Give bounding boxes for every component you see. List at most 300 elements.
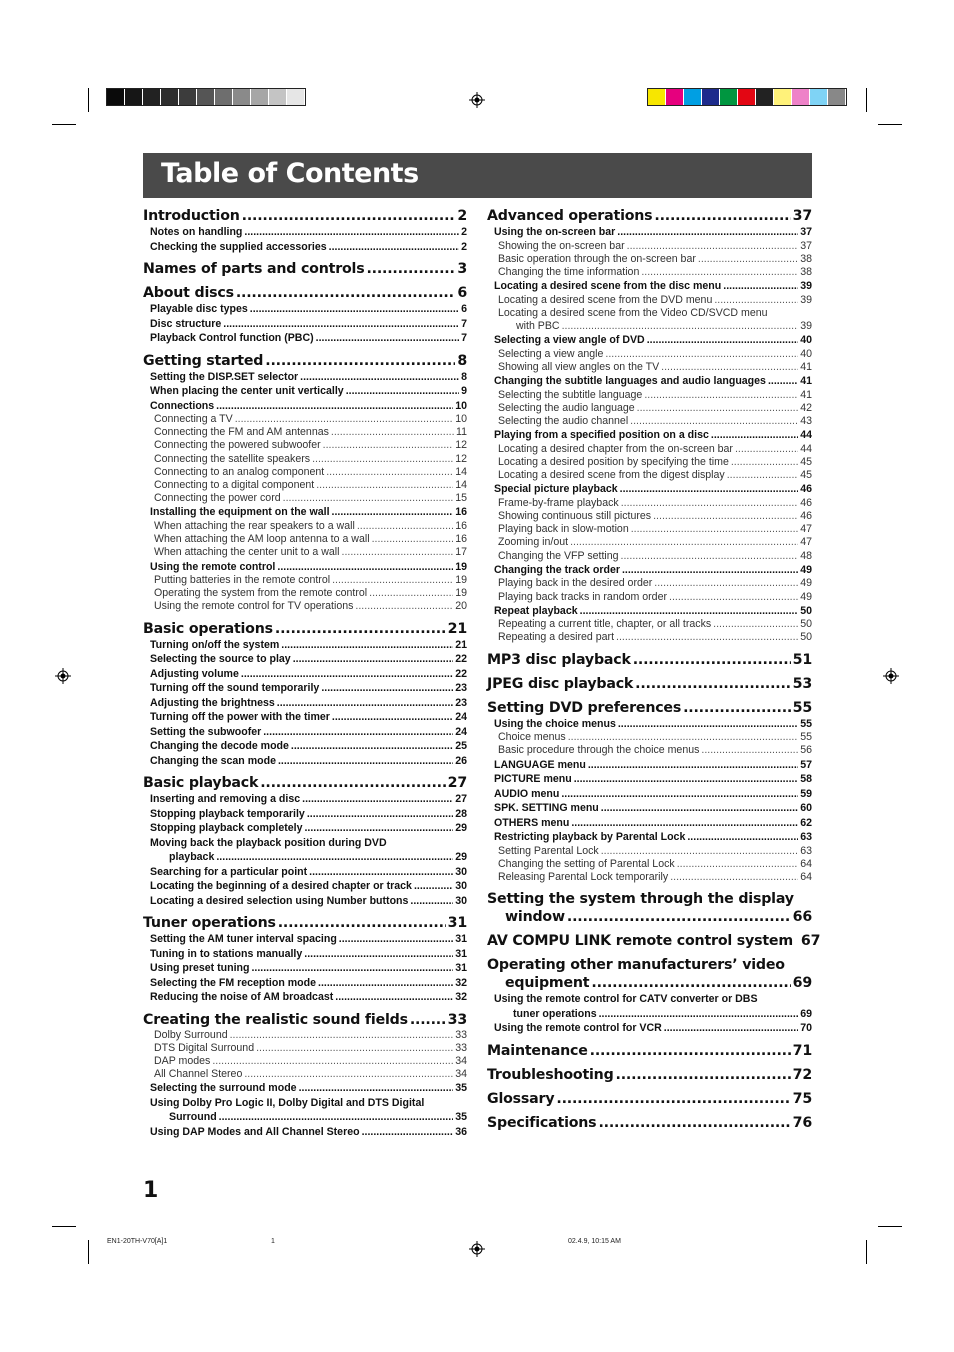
- toc-section[interactable]: [143, 620, 467, 638]
- toc-page-number: 16: [455, 506, 467, 519]
- dot-leader: [591, 974, 790, 992]
- toc-entry[interactable]: [487, 253, 812, 266]
- color-swatch: [251, 89, 269, 105]
- toc-entry[interactable]: [143, 696, 467, 711]
- dot-leader: [627, 240, 799, 253]
- toc-section[interactable]: [487, 699, 812, 717]
- toc-entry-title: Showing the on-screen bar: [498, 239, 625, 252]
- toc-entry[interactable]: [487, 577, 812, 590]
- toc-entry-title: Setting the subwoofer: [150, 725, 262, 738]
- toc-entry-title: Selecting a view angle: [498, 347, 604, 360]
- toc-page-number: 35: [455, 1082, 467, 1095]
- toc-entry[interactable]: [143, 807, 467, 822]
- dot-leader: [562, 320, 799, 333]
- dot-leader: [283, 492, 454, 505]
- toc-entry-title: Locating a desired position by specifying the time: [498, 455, 729, 468]
- dot-leader: [701, 744, 798, 757]
- toc-entry[interactable]: [487, 361, 812, 374]
- toc-entry-continuation: window: [505, 909, 565, 926]
- toc-entry[interactable]: [487, 845, 812, 858]
- dot-leader: [664, 1021, 798, 1036]
- toc-entry[interactable]: [143, 710, 467, 725]
- dot-leader: [590, 1042, 791, 1060]
- dot-leader: [329, 240, 459, 255]
- toc-entry[interactable]: [487, 974, 812, 992]
- toc-page-number: 69: [800, 1007, 812, 1020]
- toc-entry-title: Adjusting the brightness: [150, 696, 275, 709]
- toc-page-number: 34: [455, 1055, 467, 1068]
- toc-entry[interactable]: [143, 331, 467, 346]
- toc-page-number: 31: [455, 962, 467, 975]
- toc-entry[interactable]: [143, 1110, 467, 1125]
- toc-entry[interactable]: [143, 879, 467, 894]
- toc-page-number: 38: [800, 265, 812, 278]
- toc-entry[interactable]: [143, 370, 467, 385]
- dot-leader: [304, 947, 453, 962]
- color-swatch: [738, 89, 756, 105]
- toc-entry-title: Connecting to an analog component: [154, 465, 325, 478]
- toc-entry-title: Playing back in slow-motion: [498, 523, 629, 536]
- dot-leader: [339, 932, 453, 947]
- toc-entry[interactable]: [487, 1021, 812, 1036]
- toc-entry-title: Operating other manufacturers’ video: [487, 957, 785, 974]
- toc-entry-title: Setting the system through the display: [487, 891, 794, 908]
- toc-entry-title: Changing the decode mode: [150, 740, 289, 753]
- dot-leader: [321, 681, 453, 696]
- toc-entry[interactable]: [143, 667, 467, 682]
- dot-leader: [291, 739, 453, 754]
- toc-page-number: 29: [455, 822, 467, 835]
- toc-entry[interactable]: [143, 894, 467, 909]
- toc-entry-title: Moving back the playback position during DVD: [150, 836, 387, 849]
- toc-entry-title: Tuning in to stations manually: [150, 947, 303, 960]
- toc-entry-title: Connections: [150, 399, 215, 412]
- toc-page-number: 31: [447, 915, 467, 932]
- toc-entry[interactable]: [143, 1125, 467, 1140]
- toc-entry[interactable]: [487, 908, 812, 926]
- registration-mark-icon: [469, 92, 485, 108]
- toc-entry-title: Names of parts and controls: [143, 261, 365, 277]
- dot-leader: [302, 792, 453, 807]
- toc-entry-continuation: equipment: [505, 975, 590, 992]
- toc-entry[interactable]: [143, 413, 467, 426]
- toc-entry[interactable]: [143, 947, 467, 962]
- toc-page-number: 6: [461, 303, 467, 315]
- toc-entry-title: Tuner operations: [143, 915, 276, 932]
- toc-entry[interactable]: [487, 523, 812, 536]
- toc-entry-title: Turning on/off the system: [150, 638, 280, 651]
- toc-entry[interactable]: [143, 1029, 467, 1042]
- toc-entry-title: Checking the supplied accessories: [150, 240, 327, 253]
- dot-leader: [711, 428, 798, 443]
- toc-entry[interactable]: [143, 1081, 467, 1096]
- toc-entry[interactable]: [487, 816, 812, 831]
- toc-entry-title: Disc structure: [150, 317, 222, 330]
- color-swatch: [702, 89, 720, 105]
- toc-page-number: 70: [800, 1022, 812, 1035]
- toc-entry[interactable]: [143, 754, 467, 769]
- toc-page-number: 14: [455, 465, 467, 478]
- dot-leader: [326, 466, 453, 479]
- page-title: Table of Contents: [161, 158, 419, 189]
- toc-entry[interactable]: [487, 871, 812, 884]
- toc-page-number: 12: [455, 452, 467, 465]
- toc-entry[interactable]: [143, 240, 467, 255]
- dot-leader: [727, 469, 798, 482]
- toc-page-number: 47: [800, 523, 812, 536]
- toc-section[interactable]: [487, 932, 821, 950]
- toc-entry[interactable]: [143, 865, 467, 880]
- toc-entry[interactable]: [143, 225, 467, 240]
- toc-entry[interactable]: [143, 546, 467, 559]
- toc-entry-title: Basic operation through the on-screen bar: [498, 252, 696, 265]
- toc-section[interactable]: [487, 675, 812, 693]
- dot-leader: [251, 961, 453, 976]
- toc-entry[interactable]: [143, 961, 467, 976]
- toc-entry[interactable]: [143, 533, 467, 546]
- registration-mark-icon: [883, 668, 899, 684]
- toc-page-number: 32: [455, 991, 467, 1004]
- toc-entry-title: Showing continuous still pictures: [498, 510, 652, 523]
- dot-leader: [335, 990, 453, 1005]
- toc-page-number: 39: [800, 293, 812, 306]
- dot-leader: [236, 284, 456, 302]
- toc-page-number: 46: [800, 510, 812, 523]
- toc-entry[interactable]: [143, 932, 467, 947]
- toc-entry[interactable]: [487, 374, 812, 389]
- dot-leader: [580, 604, 799, 619]
- toc-entry-title: Repeating a current title, chapter, or all tracks: [498, 618, 712, 631]
- toc-entry[interactable]: [487, 443, 812, 456]
- toc-entry-title: Maintenance: [487, 1042, 588, 1059]
- toc-entry[interactable]: [143, 850, 467, 865]
- crop-mark: [88, 88, 89, 112]
- toc-entry-title: Locating the beginning of a desired chapter or track: [150, 880, 412, 893]
- toc-page-number: 2: [461, 226, 467, 238]
- toc-entry[interactable]: [487, 631, 812, 644]
- dot-leader: [574, 772, 799, 787]
- toc-entry[interactable]: [487, 348, 812, 361]
- dot-leader: [323, 439, 454, 452]
- toc-entry-title: Advanced operations: [487, 208, 653, 224]
- toc-entry[interactable]: [143, 638, 467, 653]
- toc-entry-title: Locating a desired scene from the disc menu: [494, 280, 722, 293]
- toc-entry-title: Troubleshooting: [487, 1066, 614, 1083]
- toc-page-number: 49: [800, 590, 812, 603]
- toc-section[interactable]: [487, 1114, 812, 1132]
- toc-entry[interactable]: [143, 560, 467, 575]
- toc-page-number: 22: [455, 653, 467, 666]
- toc-entry-title: Frame-by-frame playback: [498, 496, 619, 509]
- dot-leader: [304, 821, 453, 836]
- dot-leader: [369, 587, 453, 600]
- toc-section[interactable]: [487, 1066, 812, 1084]
- dot-leader: [293, 652, 454, 667]
- toc-entry-title: OTHERS menu: [494, 816, 570, 829]
- toc-entry-title: Inserting and removing a disc: [150, 793, 301, 806]
- dot-leader: [698, 253, 798, 266]
- toc-entry-title: When placing the center unit vertically: [150, 385, 344, 397]
- toc-entry[interactable]: [143, 681, 467, 696]
- toc-entry-title: Operating the system from the remote control: [154, 587, 368, 600]
- toc-page-number: 30: [455, 880, 467, 893]
- toc-page-number: 64: [800, 870, 812, 883]
- toc-entry[interactable]: [487, 717, 812, 732]
- toc-page-number: 19: [455, 560, 467, 573]
- toc-entry-title: Selecting the audio language: [498, 401, 635, 414]
- toc-entry[interactable]: [487, 402, 812, 415]
- dot-leader: [588, 758, 798, 773]
- toc-entry[interactable]: [143, 1055, 467, 1068]
- toc-page-number: 60: [800, 802, 812, 815]
- footer-file: EN1-20TH-V70[A]1: [107, 1238, 168, 1245]
- toc-entry[interactable]: [143, 399, 467, 414]
- toc-page-number: 66: [792, 909, 812, 926]
- toc-page-number: 6: [457, 285, 467, 301]
- toc-entry-title: LANGUAGE menu: [494, 758, 586, 771]
- toc-page-number: 50: [800, 631, 812, 644]
- crop-mark: [52, 124, 76, 125]
- toc-entry-title: JPEG disc playback: [487, 675, 634, 692]
- page-number: 1: [143, 1178, 159, 1203]
- toc-entry[interactable]: [487, 858, 812, 871]
- toc-section[interactable]: [143, 1011, 467, 1029]
- toc-entry[interactable]: [487, 428, 812, 443]
- toc-entry-title: Playing back in the desired order: [498, 577, 653, 590]
- toc-entry[interactable]: [487, 536, 812, 549]
- toc-entry-title: Creating the realistic sound fields: [143, 1011, 408, 1028]
- dot-leader: [332, 710, 453, 725]
- toc-page-number: 63: [800, 844, 812, 857]
- dot-leader: [307, 807, 453, 822]
- toc-page-number: 50: [800, 604, 812, 617]
- toc-section[interactable]: [487, 1090, 812, 1108]
- toc-entry[interactable]: [143, 505, 467, 520]
- toc-section[interactable]: [143, 207, 467, 225]
- toc-entry-title: Glossary: [487, 1090, 555, 1107]
- dot-leader: [654, 577, 798, 590]
- toc-entry[interactable]: [487, 591, 812, 604]
- toc-entry[interactable]: [487, 240, 812, 253]
- toc-entry[interactable]: [487, 731, 812, 744]
- toc-entry-title: About discs: [143, 285, 234, 301]
- toc-page-number: 8: [461, 370, 467, 383]
- toc-entry[interactable]: [487, 618, 812, 631]
- dot-leader: [621, 550, 799, 563]
- toc-entry[interactable]: [487, 225, 812, 240]
- toc-entry-title: Turning off the power with the timer: [150, 711, 330, 724]
- dot-leader: [683, 699, 791, 717]
- toc-entry-title: SPK. SETTING menu: [494, 802, 599, 815]
- toc-entry[interactable]: [143, 976, 467, 991]
- color-swatch: [720, 89, 738, 105]
- toc-entry-title: Setting Parental Lock: [498, 844, 599, 857]
- toc-entry[interactable]: [143, 317, 467, 332]
- toc-page-number: 72: [792, 1066, 812, 1083]
- toc-entry[interactable]: [143, 739, 467, 754]
- toc-entry[interactable]: [487, 389, 812, 402]
- toc-section[interactable]: [143, 352, 467, 370]
- toc-entry[interactable]: [143, 574, 467, 587]
- toc-page-number: 3: [457, 261, 467, 277]
- toc-entry[interactable]: [143, 990, 467, 1005]
- toc-page-number: 30: [455, 865, 467, 878]
- toc-entry-title: Changing the setting of Parental Lock: [498, 857, 675, 870]
- dot-leader: [661, 361, 798, 374]
- dot-leader: [309, 865, 453, 880]
- toc-page-number: 33: [455, 1041, 467, 1054]
- dot-leader: [277, 696, 453, 711]
- toc-entry[interactable]: [143, 587, 467, 600]
- toc-entry[interactable]: [143, 652, 467, 667]
- toc-entry[interactable]: [143, 453, 467, 466]
- toc-entry-title: AV COMPU LINK remote control system: [487, 933, 793, 950]
- toc-entry[interactable]: [143, 1068, 467, 1081]
- toc-entry[interactable]: [487, 415, 812, 428]
- color-swatch: [648, 89, 666, 105]
- toc-page-number: 14: [455, 479, 467, 492]
- color-swatch: [215, 89, 233, 105]
- toc-page-number: 58: [800, 773, 812, 786]
- dot-leader: [570, 536, 798, 549]
- color-swatch: [269, 89, 287, 105]
- toc-entry[interactable]: [143, 479, 467, 492]
- dot-leader: [631, 523, 798, 536]
- dot-leader: [312, 453, 453, 466]
- toc-entry-title: Connecting the FM and AM antennas: [154, 426, 329, 439]
- toc-page-number: 22: [455, 667, 467, 680]
- dot-leader: [723, 279, 798, 294]
- toc-section[interactable]: [143, 774, 467, 792]
- toc-entry-title: Basic operations: [143, 620, 273, 637]
- toc-page-number: 49: [800, 577, 812, 590]
- toc-entry[interactable]: [487, 772, 812, 787]
- grayscale-calibration-bar: [106, 88, 306, 106]
- dot-leader: [616, 1066, 791, 1084]
- toc-entry-title: Locating a desired scene from the DVD menu: [498, 293, 713, 306]
- toc-entry-continuation: with PBC: [516, 320, 560, 333]
- registration-mark-icon: [469, 1241, 485, 1257]
- toc-entry-title: Selecting the audio channel: [498, 415, 629, 428]
- toc-page-number: 41: [800, 388, 812, 401]
- toc-entry[interactable]: [143, 466, 467, 479]
- toc-entry-title: Adjusting volume: [150, 667, 239, 680]
- toc-section[interactable]: [487, 1042, 812, 1060]
- toc-entry[interactable]: [143, 492, 467, 505]
- toc-entry-title: Introduction: [143, 208, 240, 224]
- toc-page-number: 15: [455, 492, 467, 505]
- toc-section[interactable]: [487, 651, 812, 669]
- toc-entry[interactable]: [487, 294, 812, 307]
- dot-leader: [571, 816, 798, 831]
- toc-right-column: [487, 207, 821, 1132]
- toc-entry[interactable]: [487, 510, 812, 523]
- toc-entry[interactable]: [143, 600, 467, 613]
- toc-entry-title: Using DAP Modes and All Channel Stereo: [150, 1125, 360, 1138]
- toc-entry-title: Selecting the subtitle language: [498, 388, 643, 401]
- dot-leader: [342, 546, 454, 559]
- toc-page-number: 76: [792, 1114, 812, 1131]
- toc-entry[interactable]: [487, 563, 812, 578]
- toc-entry[interactable]: [143, 520, 467, 533]
- toc-page-number: 45: [800, 469, 812, 482]
- toc-entry-title: Changing the track order: [494, 563, 620, 576]
- toc-entry-title: Releasing Parental Lock temporarily: [498, 870, 669, 883]
- toc-entry[interactable]: [487, 333, 812, 348]
- toc-entry-title: MP3 disc playback: [487, 651, 631, 668]
- toc-entry[interactable]: [487, 266, 812, 279]
- toc-entry[interactable]: [487, 320, 812, 333]
- toc-entry-title: Using the remote control for TV operations: [154, 600, 354, 613]
- toc-entry[interactable]: [487, 279, 812, 294]
- toc-entry[interactable]: [487, 787, 812, 802]
- color-calibration-bar: [647, 88, 847, 106]
- toc-entry[interactable]: [487, 801, 812, 816]
- dot-leader: [216, 399, 453, 414]
- dot-leader: [677, 858, 799, 871]
- toc-entry[interactable]: [143, 439, 467, 452]
- toc-page-number: 19: [455, 574, 467, 587]
- toc-left-column: [143, 207, 467, 1139]
- dot-leader: [567, 908, 791, 926]
- dot-leader: [735, 443, 798, 456]
- toc-entry[interactable]: [143, 725, 467, 740]
- toc-page-number: 53: [792, 675, 812, 692]
- toc-entry[interactable]: [487, 456, 812, 469]
- toc-page-number: 49: [800, 563, 812, 576]
- color-swatch: [107, 89, 125, 105]
- toc-page-number: 42: [800, 401, 812, 414]
- toc-entry[interactable]: [487, 497, 812, 510]
- toc-page-number: 11: [456, 426, 467, 439]
- toc-entry[interactable]: [143, 792, 467, 807]
- dot-leader: [372, 533, 454, 546]
- toc-entry[interactable]: [143, 302, 467, 317]
- toc-entry[interactable]: [487, 550, 812, 563]
- toc-entry[interactable]: [487, 482, 812, 497]
- toc-entry[interactable]: [143, 426, 467, 439]
- toc-section[interactable]: [143, 284, 467, 302]
- toc-entry[interactable]: [487, 758, 812, 773]
- toc-section[interactable]: [143, 260, 467, 278]
- toc-page-number: 47: [800, 536, 812, 549]
- toc-entry[interactable]: [487, 469, 812, 482]
- dot-leader: [318, 976, 453, 991]
- toc-entry[interactable]: [487, 604, 812, 619]
- toc-entry-title: Using preset tuning: [150, 962, 250, 975]
- toc-entry[interactable]: [487, 1007, 812, 1022]
- toc-page-number: 39: [800, 280, 812, 293]
- toc-entry-continuation: tuner operations: [513, 1007, 597, 1020]
- toc-entry[interactable]: [487, 744, 812, 757]
- dot-leader: [299, 1081, 454, 1096]
- toc-page-number: 9: [461, 385, 467, 397]
- toc-entry[interactable]: [487, 830, 812, 845]
- toc-entry[interactable]: [143, 821, 467, 836]
- toc-entry[interactable]: [143, 1042, 467, 1055]
- toc-entry[interactable]: [143, 384, 467, 399]
- dot-leader: [621, 497, 799, 510]
- toc-page-number: 44: [800, 429, 812, 442]
- color-swatch: [792, 89, 810, 105]
- dot-leader: [622, 563, 798, 578]
- color-swatch: [161, 89, 179, 105]
- toc-entry-title: Changing the time information: [498, 265, 640, 278]
- toc-page-number: 2: [461, 240, 467, 253]
- toc-section[interactable]: [143, 914, 467, 932]
- toc-section[interactable]: [487, 207, 812, 225]
- dot-leader: [669, 591, 798, 604]
